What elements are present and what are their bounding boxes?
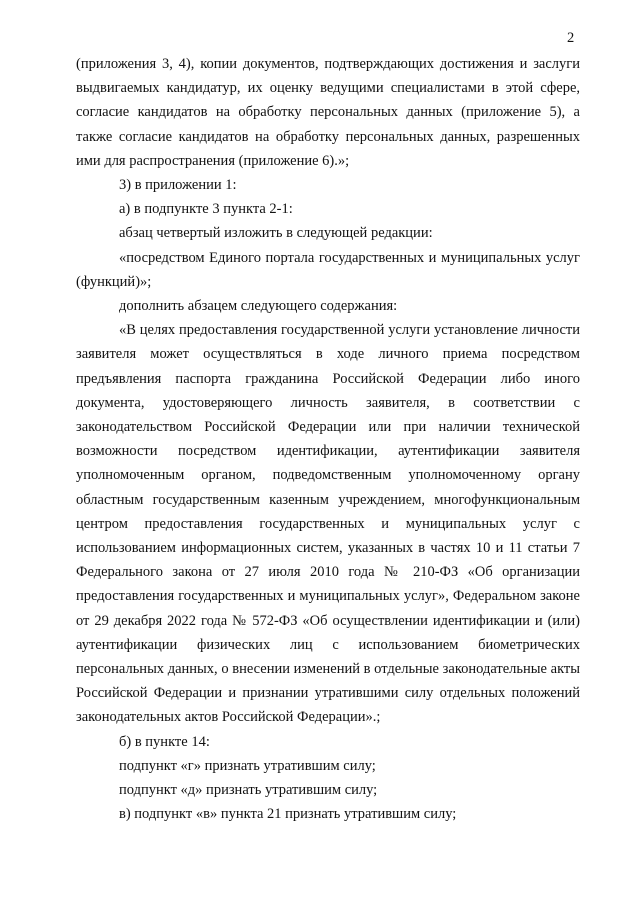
paragraph-subitem-v: в) подпункт «в» пункта 21 признать утратившим силу; [119,806,457,823]
document-body [76,52,580,827]
paragraph-subitem-b: б) в пункте 14: [119,733,210,750]
paragraph-attachments-continuation: (приложения 3, 4), копии документов, подтверждающих достижения и заслуги выдвигаемых кандидатур, их оценку ведущими специалистами в этой сфере, согласие кандидатов на обработку персональных данных (приложение 5), а также согласие кандидатов на обработку персональных данных, разрешенных ими для распространения (приложение 6).»; [76,56,580,169]
paragraph-subpoint-g: подпункт «г» признать утратившим силу; [119,757,376,774]
paragraph-subpoint-d: подпункт «д» признать утратившим силу; [119,782,378,799]
paragraph-subitem-a: а) в подпункте 3 пункта 2-1: [119,201,293,218]
paragraph-fourth-abzac: абзац четвертый изложить в следующей редакции: [119,225,433,242]
paragraph-identification-text: «В целях предоставления государственной услуги установление личности заявителя может осуществляться в ходе личного приема посредством предъявления паспорта гражданина Российской Федерации либо иного документа, удостоверяющего личность заявителя, в соответствии с законодательством Российской Федерации или при наличии технической возможности посредством идентификации, аутентификации заявителя уполномоченным органом, подведомственным уполномоченному органу областным государственным казенным учреждением, многофункциональным центром предоставления государственных и муниципальных услуг с использованием информационных систем, указанных в частях 10 и 11 статьи 7 Федерального закона от 27 июля 2010 года № 210-ФЗ «Об организации предоставления государственных и муниципальных услуг», Федеральном законе от 29 декабря 2022 года № 572-ФЗ «Об осуществлении идентификации и (или) аутентификации физических лиц с использованием биометрических персональных данных, о внесении изменений в отдельные законодательные акты Российской Федерации и признании утратившими силу отдельных положений законодательных актов Российской Федерации».; [76,322,580,726]
paragraph-portal-quote: «посредством Единого портала государственных и муниципальных услуг (функций)»; [76,249,580,290]
paragraph-appendix-1: 3) в приложении 1: [119,177,237,194]
page-number: 2 [567,30,575,46]
paragraph-add-abzac: дополнить абзацем следующего содержания: [119,298,398,315]
